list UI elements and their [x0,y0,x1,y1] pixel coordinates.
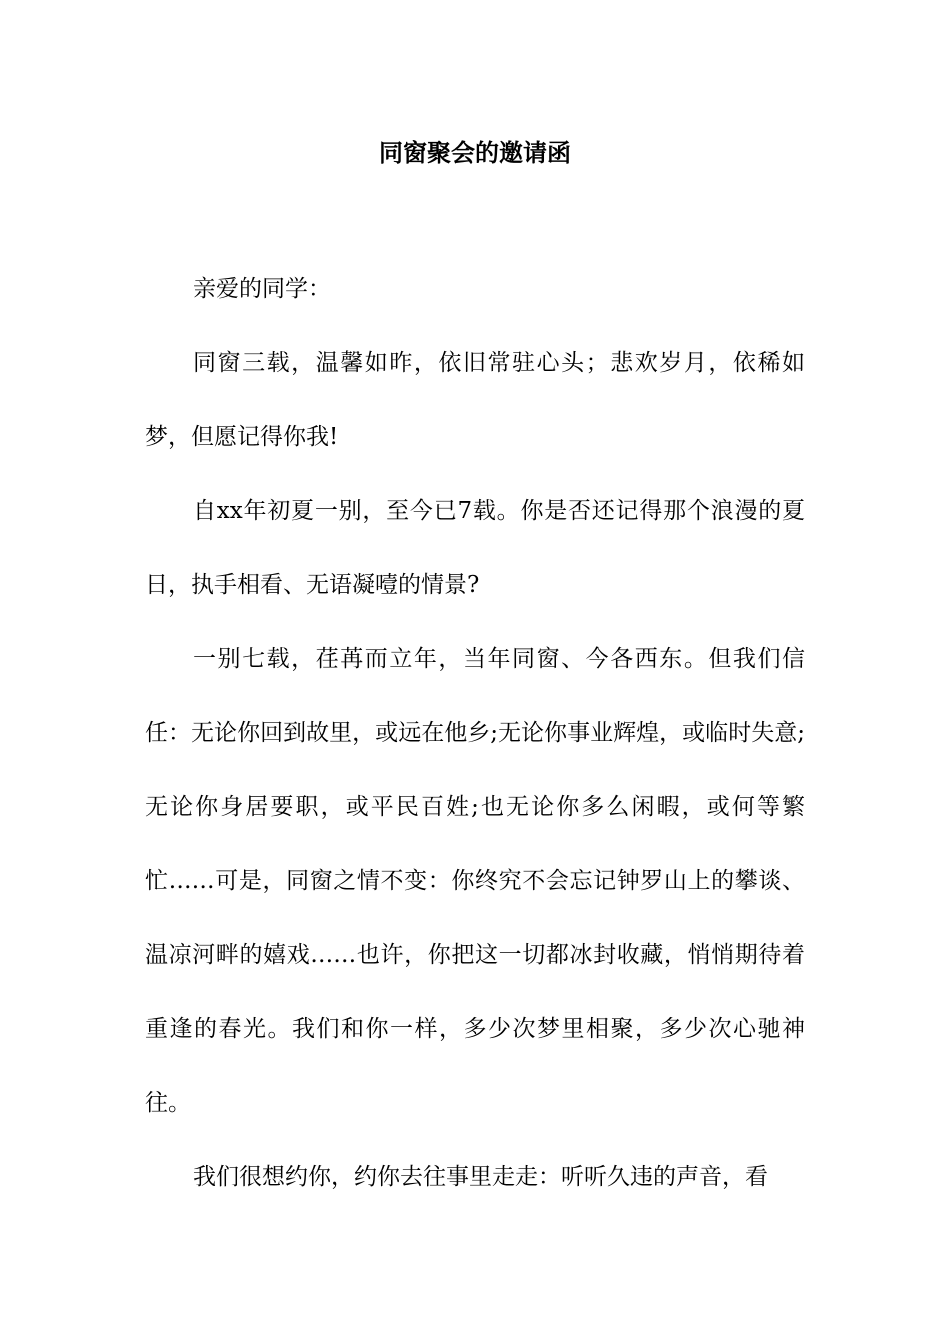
paragraph-1: 同窗三载，温馨如昨，依旧常驻心头；悲欢岁月，依稀如梦，但愿记得你我! [145,350,805,450]
salutation: 亲爱的同学： [193,276,331,302]
paragraph-2: 自xx年初夏一别，至今已7载。你是否还记得那个浪漫的夏日，执手相看、无语凝噎的情景? [145,498,805,598]
paragraph-3: 一别七载，荏苒而立年，当年同窗、今各西东。但我们信任：无论你回到故里，或远在他乡;无论你事业辉煌，或临时失意;无论你身居要职，或平民百姓;也无论你多么闲暇，或何等繁忙……可是，同窗之情不变：你终究不会忘记钟罗山上的攀谈、温凉河畔的嬉戏……也许，你把这一切都冰封收藏，悄悄期待着重逢的春光。我们和你一样，多少次梦里相聚，多少次心驰神往。 [145,646,805,1116]
paragraph-4: 我们很想约你，约你去往事里走走：听听久违的声音，看 [193,1164,768,1190]
document-body [145,252,805,1214]
document-title: 同窗聚会的邀请函 [379,139,571,167]
